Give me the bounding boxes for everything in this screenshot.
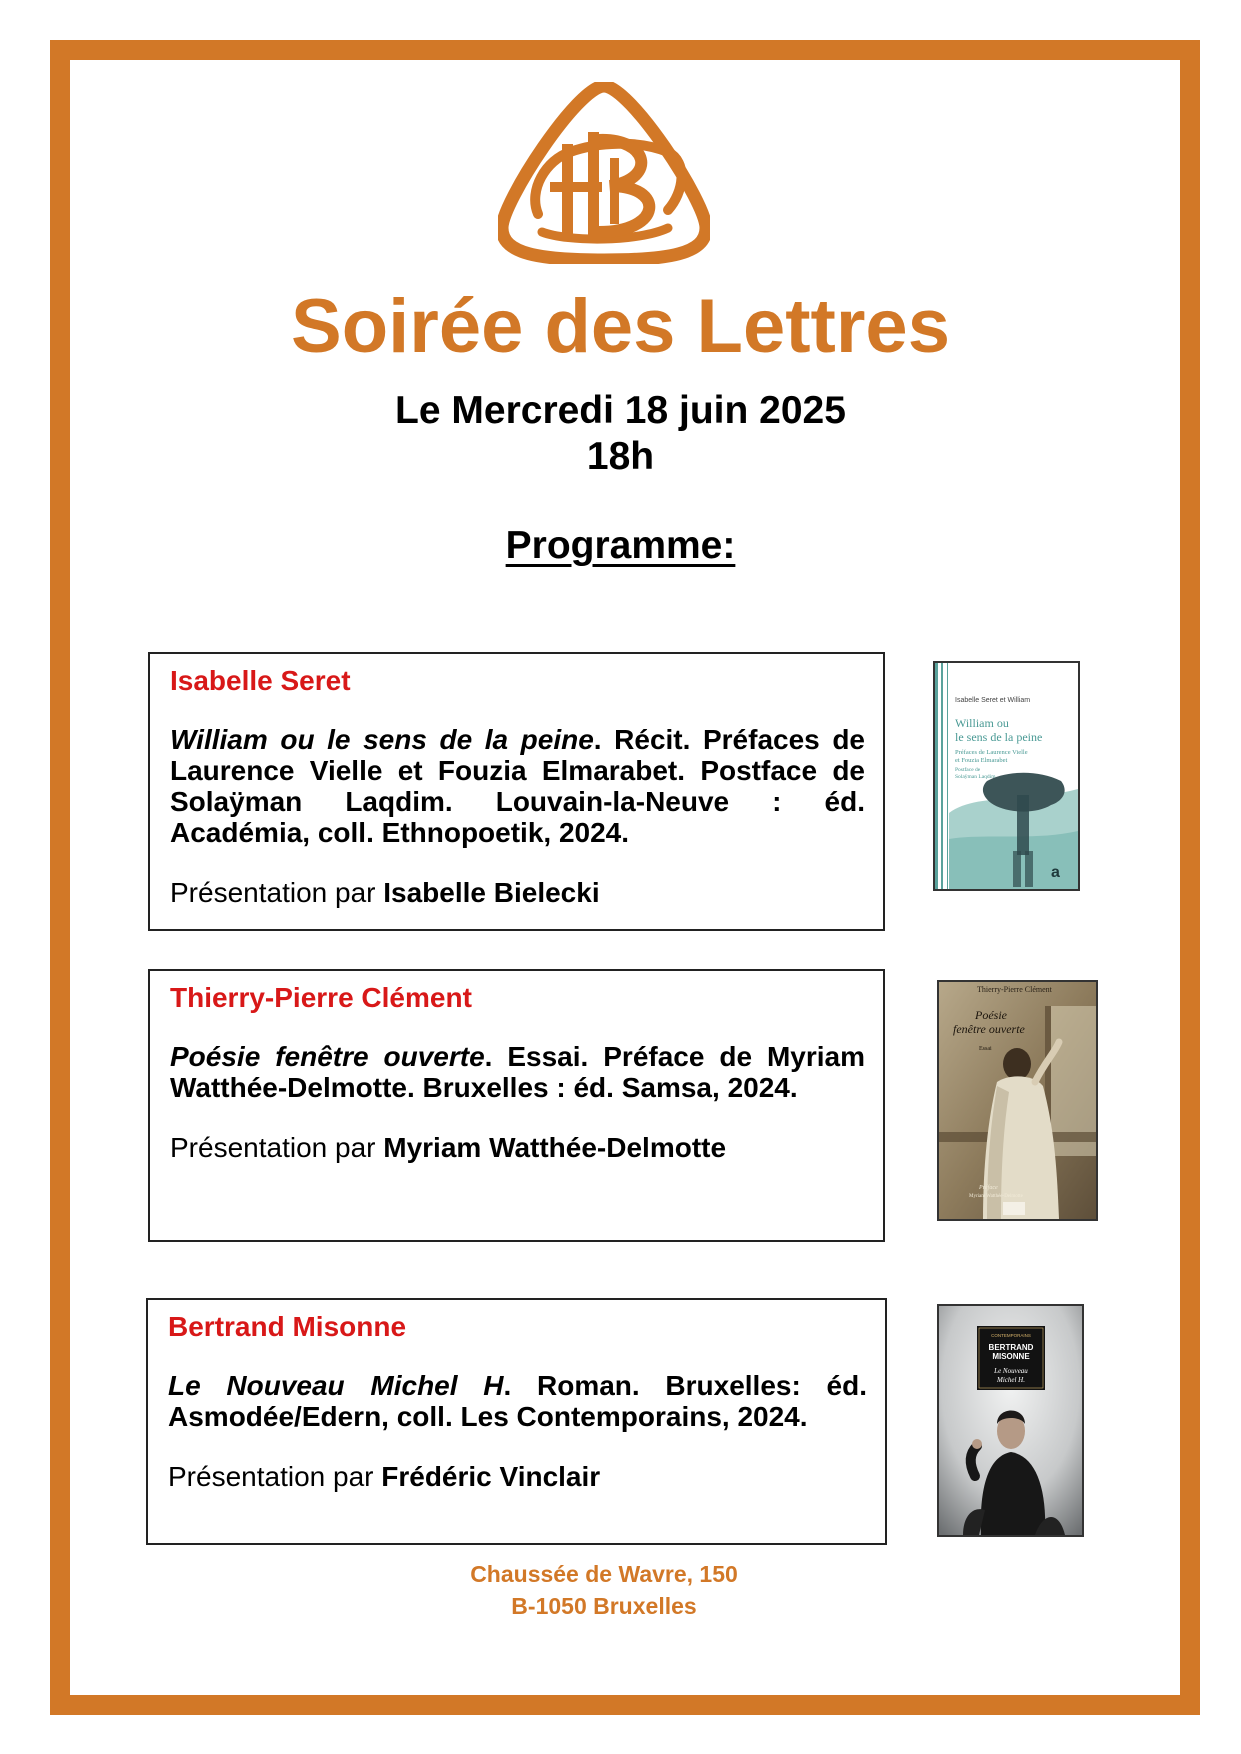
cover-title-line1: Poésie [975,1008,1007,1022]
entry-presentation [170,876,865,910]
entry-presenter: Myriam Watthée-Delmotte [383,1132,727,1163]
cover-subtitle-line2: et Fouzia Elmarabet [955,757,1008,764]
entry-author: Isabelle Seret [170,665,351,696]
cover-author-line1: BERTRAND [988,1343,1034,1352]
entry-presenter: Frédéric Vinclair [381,1461,601,1492]
programme-entry-1 [148,652,885,931]
cover-title-line2: le sens de la peine [955,730,1043,744]
cover-title-line1: Le Nouveau [994,1367,1028,1375]
cover-subtitle-line3: Postface de [955,767,981,773]
cover-publisher-mark: a [1051,864,1060,881]
entry-details: . Récit. Préfaces de Laurence Vielle et Fouzia Elmarabet. Postface de Solaÿman Laqdim. Louvain-la-Neuve : éd. Académia, coll. Ethnopoetik, 2024. [170,724,865,848]
entry-presentation [170,1131,865,1165]
presentation-prefix: Présentation par [170,877,384,908]
address-line-1: Chaussée de Wavre, 150 [470,1561,738,1587]
foyer-logo-monogram [498,82,710,264]
book-cover-art [939,982,1096,1219]
programme-heading: Programme: [505,524,736,567]
event-title: Soirée des Lettres [291,284,950,369]
entry-author: Bertrand Misonne [168,1311,407,1342]
cover-subtitle-line1: Préfaces de Laurence Vielle [955,749,1028,756]
event-time: 18h [586,435,655,478]
entry-presenter: Isabelle Bielecki [383,877,600,908]
entry-reference [168,1370,867,1432]
presentation-prefix: Présentation par [170,1132,384,1163]
entry-reference [170,1041,865,1103]
cover-genre: Essai [979,1046,992,1052]
programme-entry-2 [148,969,885,1242]
cover-author-line2: MISONNE [992,1352,1030,1361]
cover-author-line: Isabelle Seret et William [955,697,1031,704]
programme-entry-3 [146,1298,887,1545]
venue-address [0,1558,1208,1622]
entry-reference [170,724,865,848]
cover-title-line2: Michel H. [997,1376,1025,1384]
cover-series: CONTEMPORAINS [991,1333,1031,1338]
book-cover-art [939,1306,1082,1535]
book-cover-poesie [937,980,1098,1221]
cover-subtitle-line4: Solaÿman Laqdim [955,774,996,780]
book-cover-michel-h [937,1304,1084,1537]
cover-preface-label: Préface [979,1185,998,1191]
entry-book-title: William ou le sens de la peine [170,724,594,755]
cover-title-line2: fenêtre ouverte [953,1022,1025,1036]
event-date: Le Mercredi 18 juin 2025 [395,389,846,432]
book-cover-william [933,661,1080,891]
cover-author-line: Thierry-Pierre Clément [977,985,1052,994]
cover-title-line1: William ou [955,716,1009,730]
entry-book-title: Poésie fenêtre ouverte [170,1041,485,1072]
entry-author: Thierry-Pierre Clément [170,982,472,1013]
entry-presentation [168,1460,867,1494]
book-cover-art [935,663,1078,889]
cover-preface-name: Myriam Watthée-Delmotte [969,1194,1023,1199]
entry-details: . Essai. Préface de Myriam Watthée-Delmotte. Bruxelles : éd. Samsa, 2024. [170,1041,866,1103]
entry-book-title: Le Nouveau Michel H [168,1370,504,1401]
address-line-2: B-1050 Bruxelles [511,1593,697,1619]
presentation-prefix: Présentation par [168,1461,382,1492]
entry-details: . Roman. Bruxelles: éd. Asmodée/Edern, coll. Les Contemporains, 2024. [168,1370,867,1432]
